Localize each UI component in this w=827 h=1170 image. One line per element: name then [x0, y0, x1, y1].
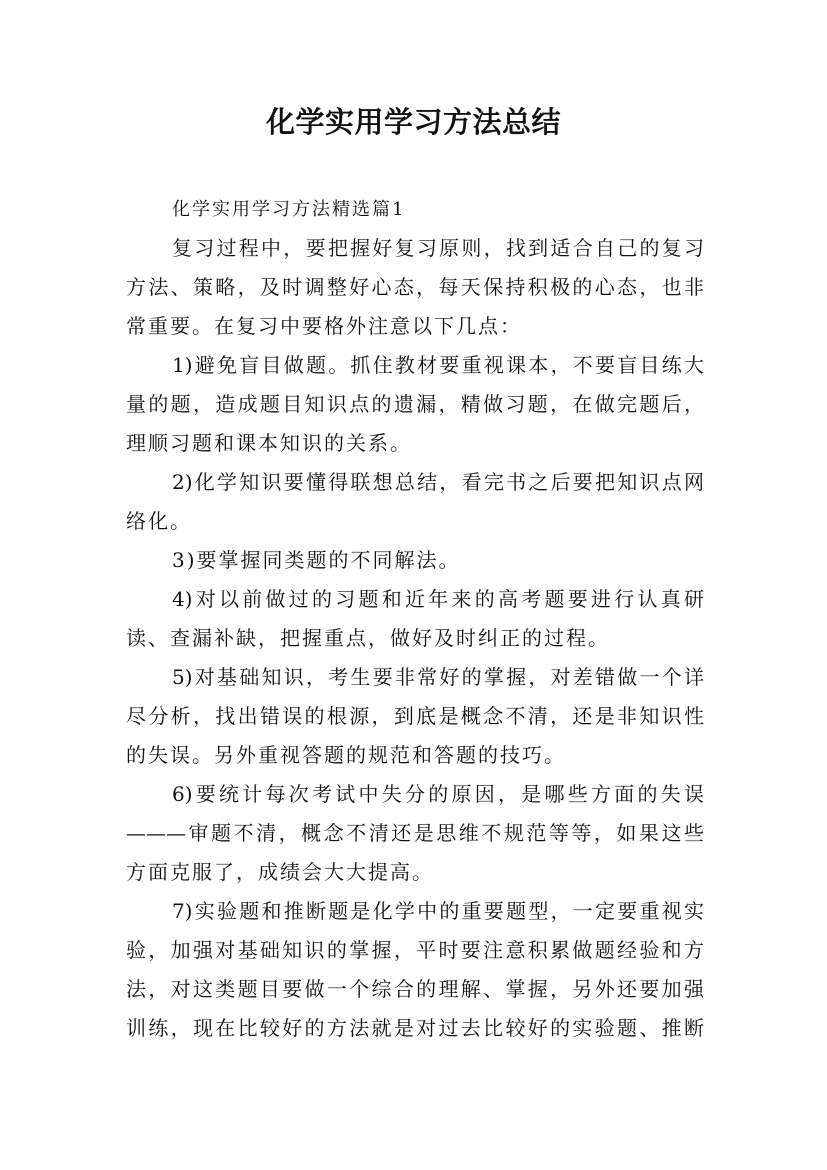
page-title: 化学实用学习方法总结 — [265, 105, 561, 139]
section-heading: 化学实用学习方法精选篇1 — [172, 199, 406, 220]
paragraph-line: 5)对基础知识，考生要非常好的掌握，对差错做一个详 — [172, 665, 704, 689]
paragraph-line: 4)对以前做过的习题和近年来的高考题要进行认真研 — [172, 587, 704, 611]
paragraph-line: ———审题不清，概念不清还是思维不规范等等，如果这些 — [126, 821, 704, 845]
paragraph-line: 1)避免盲目做题。抓住教材要重视课本，不要盲目练大 — [172, 353, 704, 377]
paragraph-line: 方面克服了，成绩会大大提高。 — [126, 860, 434, 884]
paragraph-line: 量的题，造成题目知识点的遗漏，精做习题，在做完题后， — [126, 392, 704, 416]
paragraph-line: 的失误。另外重视答题的规范和答题的技巧。 — [126, 743, 566, 767]
paragraph-line: 2)化学知识要懂得联想总结，看完书之后要把知识点网 — [172, 470, 704, 494]
paragraph-line: 法，对这类题目要做一个综合的理解、掌握，另外还要加强 — [126, 977, 704, 1001]
paragraph-line: 理顺习题和课本知识的关系。 — [126, 431, 412, 455]
paragraph-line: 方法、策略，及时调整好心态，每天保持积极的心态，也非 — [126, 275, 704, 299]
paragraph-line: 验，加强对基础知识的掌握，平时要注意积累做题经验和方 — [126, 938, 704, 962]
paragraph-line: 尽分析，找出错误的根源，到底是概念不清，还是非知识性 — [126, 704, 704, 728]
paragraph-line: 6)要统计每次考试中失分的原因，是哪些方面的失误 — [172, 782, 704, 806]
paragraph-line: 读、查漏补缺，把握重点，做好及时纠正的过程。 — [126, 626, 610, 650]
paragraph-line: 络化。 — [126, 509, 192, 533]
paragraph-line: 复习过程中，要把握好复习原则，找到适合自己的复习 — [172, 236, 704, 260]
paragraph-line: 常重要。在复习中要格外注意以下几点： — [126, 314, 522, 338]
paragraph-line: 3)要掌握同类题的不同解法。 — [172, 548, 461, 572]
paragraph-line: 训练，现在比较好的方法就是对过去比较好的实验题、推断 — [126, 1016, 704, 1040]
paragraph-line: 7)实验题和推断题是化学中的重要题型，一定要重视实 — [172, 899, 704, 923]
